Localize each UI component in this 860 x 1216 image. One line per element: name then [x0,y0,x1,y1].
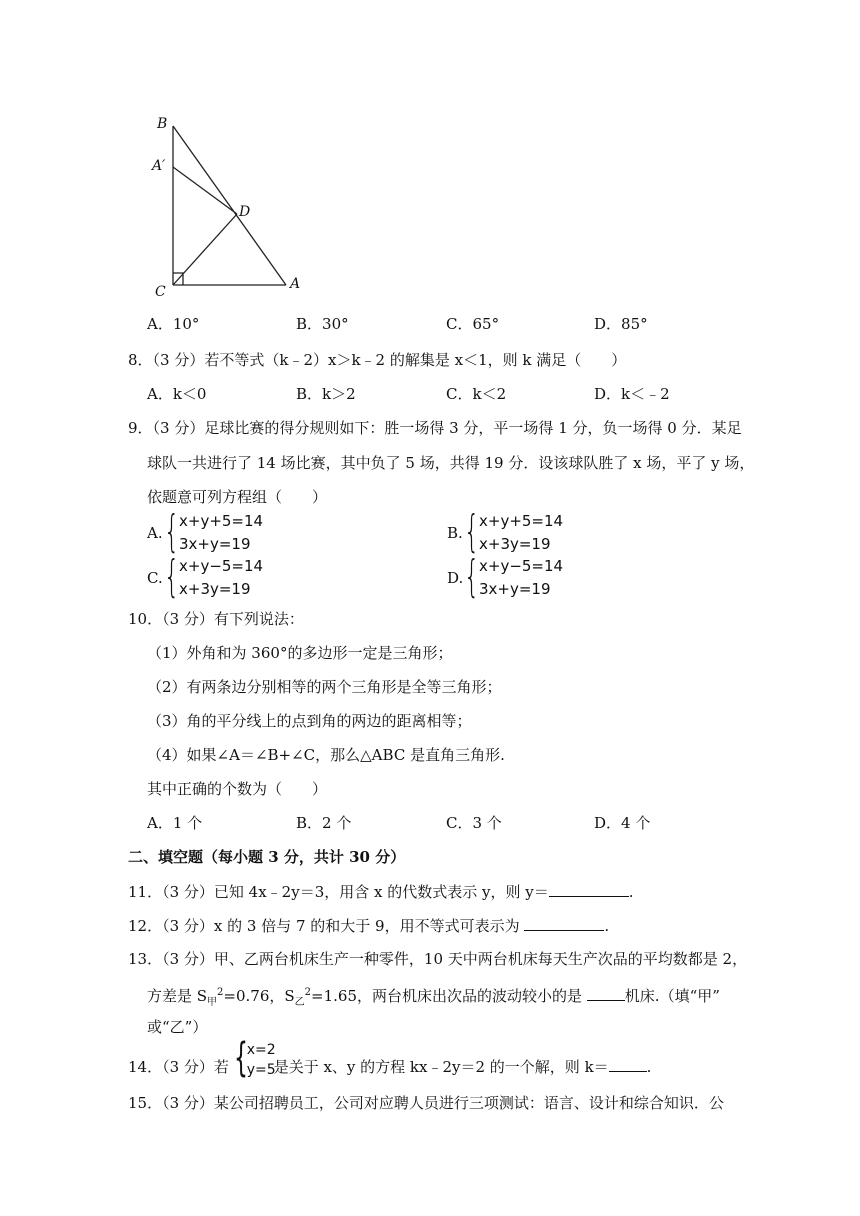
q9-a-eq2: 3x+y=19 [179,535,251,553]
q11-answer-blank[interactable] [549,881,629,897]
q12: 12．（3 分）x 的 3 倍与 7 的和大于 9，用不等式可表示为 . [128,917,610,935]
q13-line-3: 或“乙”） [147,1018,208,1036]
label-d: D [239,204,251,220]
q9-stem-line-3: 依题意可列方程组（ ） [147,488,328,506]
q9-option-d: D. { x+y−5=14 3x+y=19 [447,551,564,602]
label-b: B [157,116,168,132]
q8-option-a: A．k＜0 [147,385,207,403]
q10-question: 其中正确的个数为（ ） [147,780,328,798]
q13-line-2: 方差是 $S_甲^2=0.76$，$S_乙^2=1.65$，两台机床出次品的波动较小的是 机床.（填“甲” [147,987,720,1008]
q15-line-1: 15．（3 分）某公司招聘员工，公司对应聘人员进行三项测试：语言、设计和综合知识．公 [128,1094,724,1112]
q10-item-3: （3）角的平分线上的点到角的两边的距离相等； [147,712,472,730]
label-a: A [290,276,301,292]
section-2-title: 二、填空题（每小题 3 分，共计 30 分） [128,848,406,866]
q10-option-d: D．4 个 [594,814,651,832]
q10-item-4: （4）如果∠A＝∠B+∠C，那么△ABC 是直角三角形. [147,746,505,764]
label-a-prime: A′ [152,158,166,174]
q11: 11．（3 分）已知 4x﹣2y＝3，用含 x 的代数式表示 y，则 y＝ . [128,883,634,901]
q9-option-c: C. { x+y−5=14 x+3y=19 [147,551,264,602]
q9-option-b: B. { x+y+5=14 x+3y=19 [447,506,564,557]
q10-item-1: （1）外角和为 360°的多边形一定是三角形； [147,644,453,662]
q10-option-c: C．3 个 [446,814,502,832]
q9-d-eq1: x+y−5=14 [479,557,564,575]
triangle-figure [145,110,315,300]
q8-option-d: D．k＜﹣2 [594,385,670,403]
q8-option-b: B．k＞2 [296,385,356,403]
q9-stem-line-2: 球队一共进行了 14 场比赛，其中负了 5 场，共得 19 分．设该球队胜了 x 场，平了 y 场， [147,454,755,472]
q9-d-eq2: 3x+y=19 [479,580,551,598]
segment-ba [173,126,286,285]
label-c: C [155,284,166,300]
q7-option-c: C．65° [446,315,500,333]
q10-option-b: B．2 个 [296,814,352,832]
q13-line-1: 13．（3 分）甲、乙两台机床生产一种零件，10 天中两台机床每天生产次品的平均数都是 2， [128,950,748,968]
q13-answer-blank[interactable] [587,985,625,1001]
q7-option-d: D．85° [594,315,648,333]
q9-b-eq1: x+y+5=14 [479,512,564,530]
q8-stem: 8．（3 分）若不等式（k﹣2）x＞k﹣2 的解集是 x＜1，则 k 满足（ ） [128,351,627,369]
q9-c-eq2: x+3y=19 [179,580,251,598]
q14: 14．（3 分）若 { x=2 y=5 是关于 x、y 的方程 kx﹣2y＝2 的一个解，则 k＝ . [128,1035,652,1081]
q7-option-b: B．30° [296,315,349,333]
segment-a-prime-d [173,167,237,214]
q7-option-a: A．10° [147,315,200,333]
q12-answer-blank[interactable] [524,915,604,931]
q10-option-a: A．1 个 [147,814,203,832]
q10-item-2: （2）有两条边分别相等的两个三角形是全等三角形； [147,678,502,696]
q9-a-eq1: x+y+5=14 [179,512,264,530]
q10-stem: 10．（3 分）有下列说法： [128,610,304,628]
q8-option-c: C．k＜2 [446,385,507,403]
q14-system: { x=2 y=5 [233,1035,276,1081]
q9-b-eq2: x+3y=19 [479,535,551,553]
q14-answer-blank[interactable] [609,1056,647,1072]
q9-option-a: A. { x+y+5=14 3x+y=19 [147,506,264,557]
q9-c-eq1: x+y−5=14 [179,557,264,575]
q9-stem-line-1: 9．（3 分）足球比赛的得分规则如下：胜一场得 3 分，平一场得 1 分，负一场得 0 分．某足 [128,419,742,437]
